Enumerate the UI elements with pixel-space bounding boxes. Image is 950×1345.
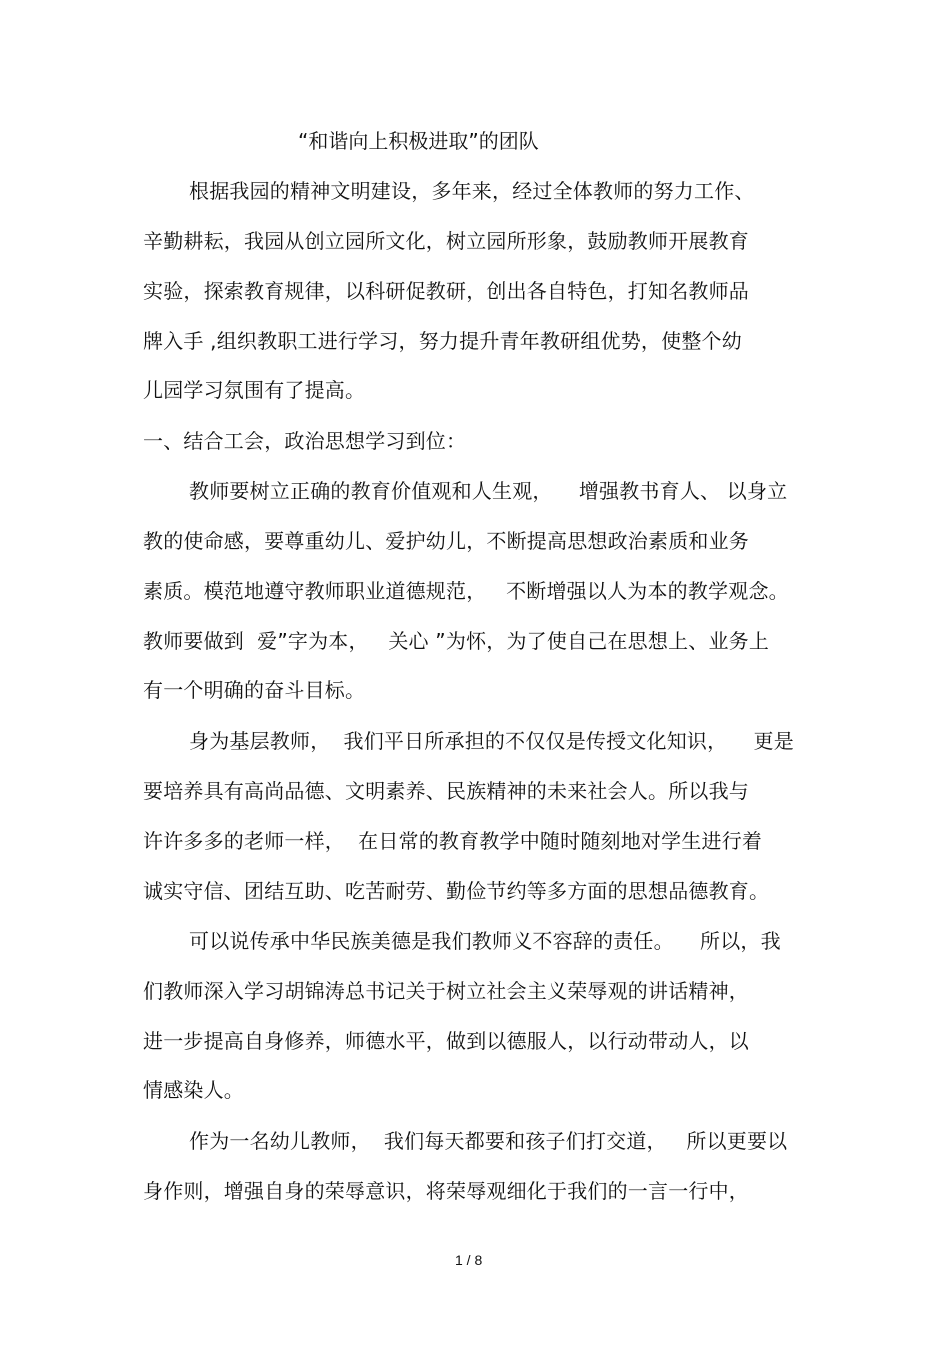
paragraph-line: 有一个明确的奋斗目标。 xyxy=(143,678,366,702)
paragraph-line: 诚实守信、团结互助、吃苦耐劳、勤俭节约等多方面的思想品德教育。 xyxy=(143,879,770,903)
paragraph-line: 可以说传承中华民族美德是我们教师义不容辞的责任。 所以，我 xyxy=(189,929,781,953)
section-heading: 一、结合工会，政治思想学习到位： xyxy=(143,429,467,453)
paragraph-line: 们教师深入学习胡锦涛总书记关于树立社会主义荣辱观的讲话精神， xyxy=(143,979,749,1003)
paragraph-line: 实验，探索教育规律，以科研促教研，创出各自特色，打知名教师品 xyxy=(143,279,749,303)
paragraph-line: 许许多多的老师一样， 在日常的教育教学中随时随刻地对学生进行着 xyxy=(143,829,763,853)
page-number: 1 / 8 xyxy=(455,1252,483,1268)
paragraph-line: 情感染人。 xyxy=(143,1078,244,1102)
paragraph-line: 儿园学习氛围有了提高。 xyxy=(143,378,366,402)
paragraph-line: 教师要做到 爱”字为本， 关心 ”为怀，为了使自己在思想上、业务上 xyxy=(143,629,770,653)
paragraph-line: 作为一名幼儿教师， 我们每天都要和孩子们打交道， 所以更要以 xyxy=(189,1129,788,1153)
paragraph-line: 辛勤耕耘，我园从创立园所文化，树立园所形象，鼓励教师开展教育 xyxy=(143,229,749,253)
paragraph-line: 身为基层教师， 我们平日所承担的不仅仅是传授文化知识， 更是 xyxy=(189,729,794,753)
paragraph-line: 教师要树立正确的教育价值观和人生观， 增强教书育人、 以身立 xyxy=(189,479,788,503)
document-title: “和谐向上积极进取”的团队 xyxy=(298,129,539,153)
paragraph-line: 身作则，增强自身的荣辱意识，将荣辱观细化于我们的一言一行中， xyxy=(143,1179,749,1203)
paragraph-line: 教的使命感，要尊重幼儿、爱护幼儿，不断提高思想政治素质和业务 xyxy=(143,529,749,553)
paragraph-line: 素质。模范地遵守教师职业道德规范， 不断增强以人为本的教学观念。 xyxy=(143,579,789,603)
paragraph-line: 牌入手 ,组织教职工进行学习，努力提升青年教研组优势，使整个幼 xyxy=(143,329,742,353)
paragraph-line: 要培养具有高尚品德、文明素养、民族精神的未来社会人。所以我与 xyxy=(143,779,749,803)
paragraph-line: 根据我园的精神文明建设，多年来，经过全体教师的努力工作、 xyxy=(189,179,755,203)
paragraph-line: 进一步提高自身修养，师德水平，做到以德服人，以行动带动人，以 xyxy=(143,1029,749,1053)
